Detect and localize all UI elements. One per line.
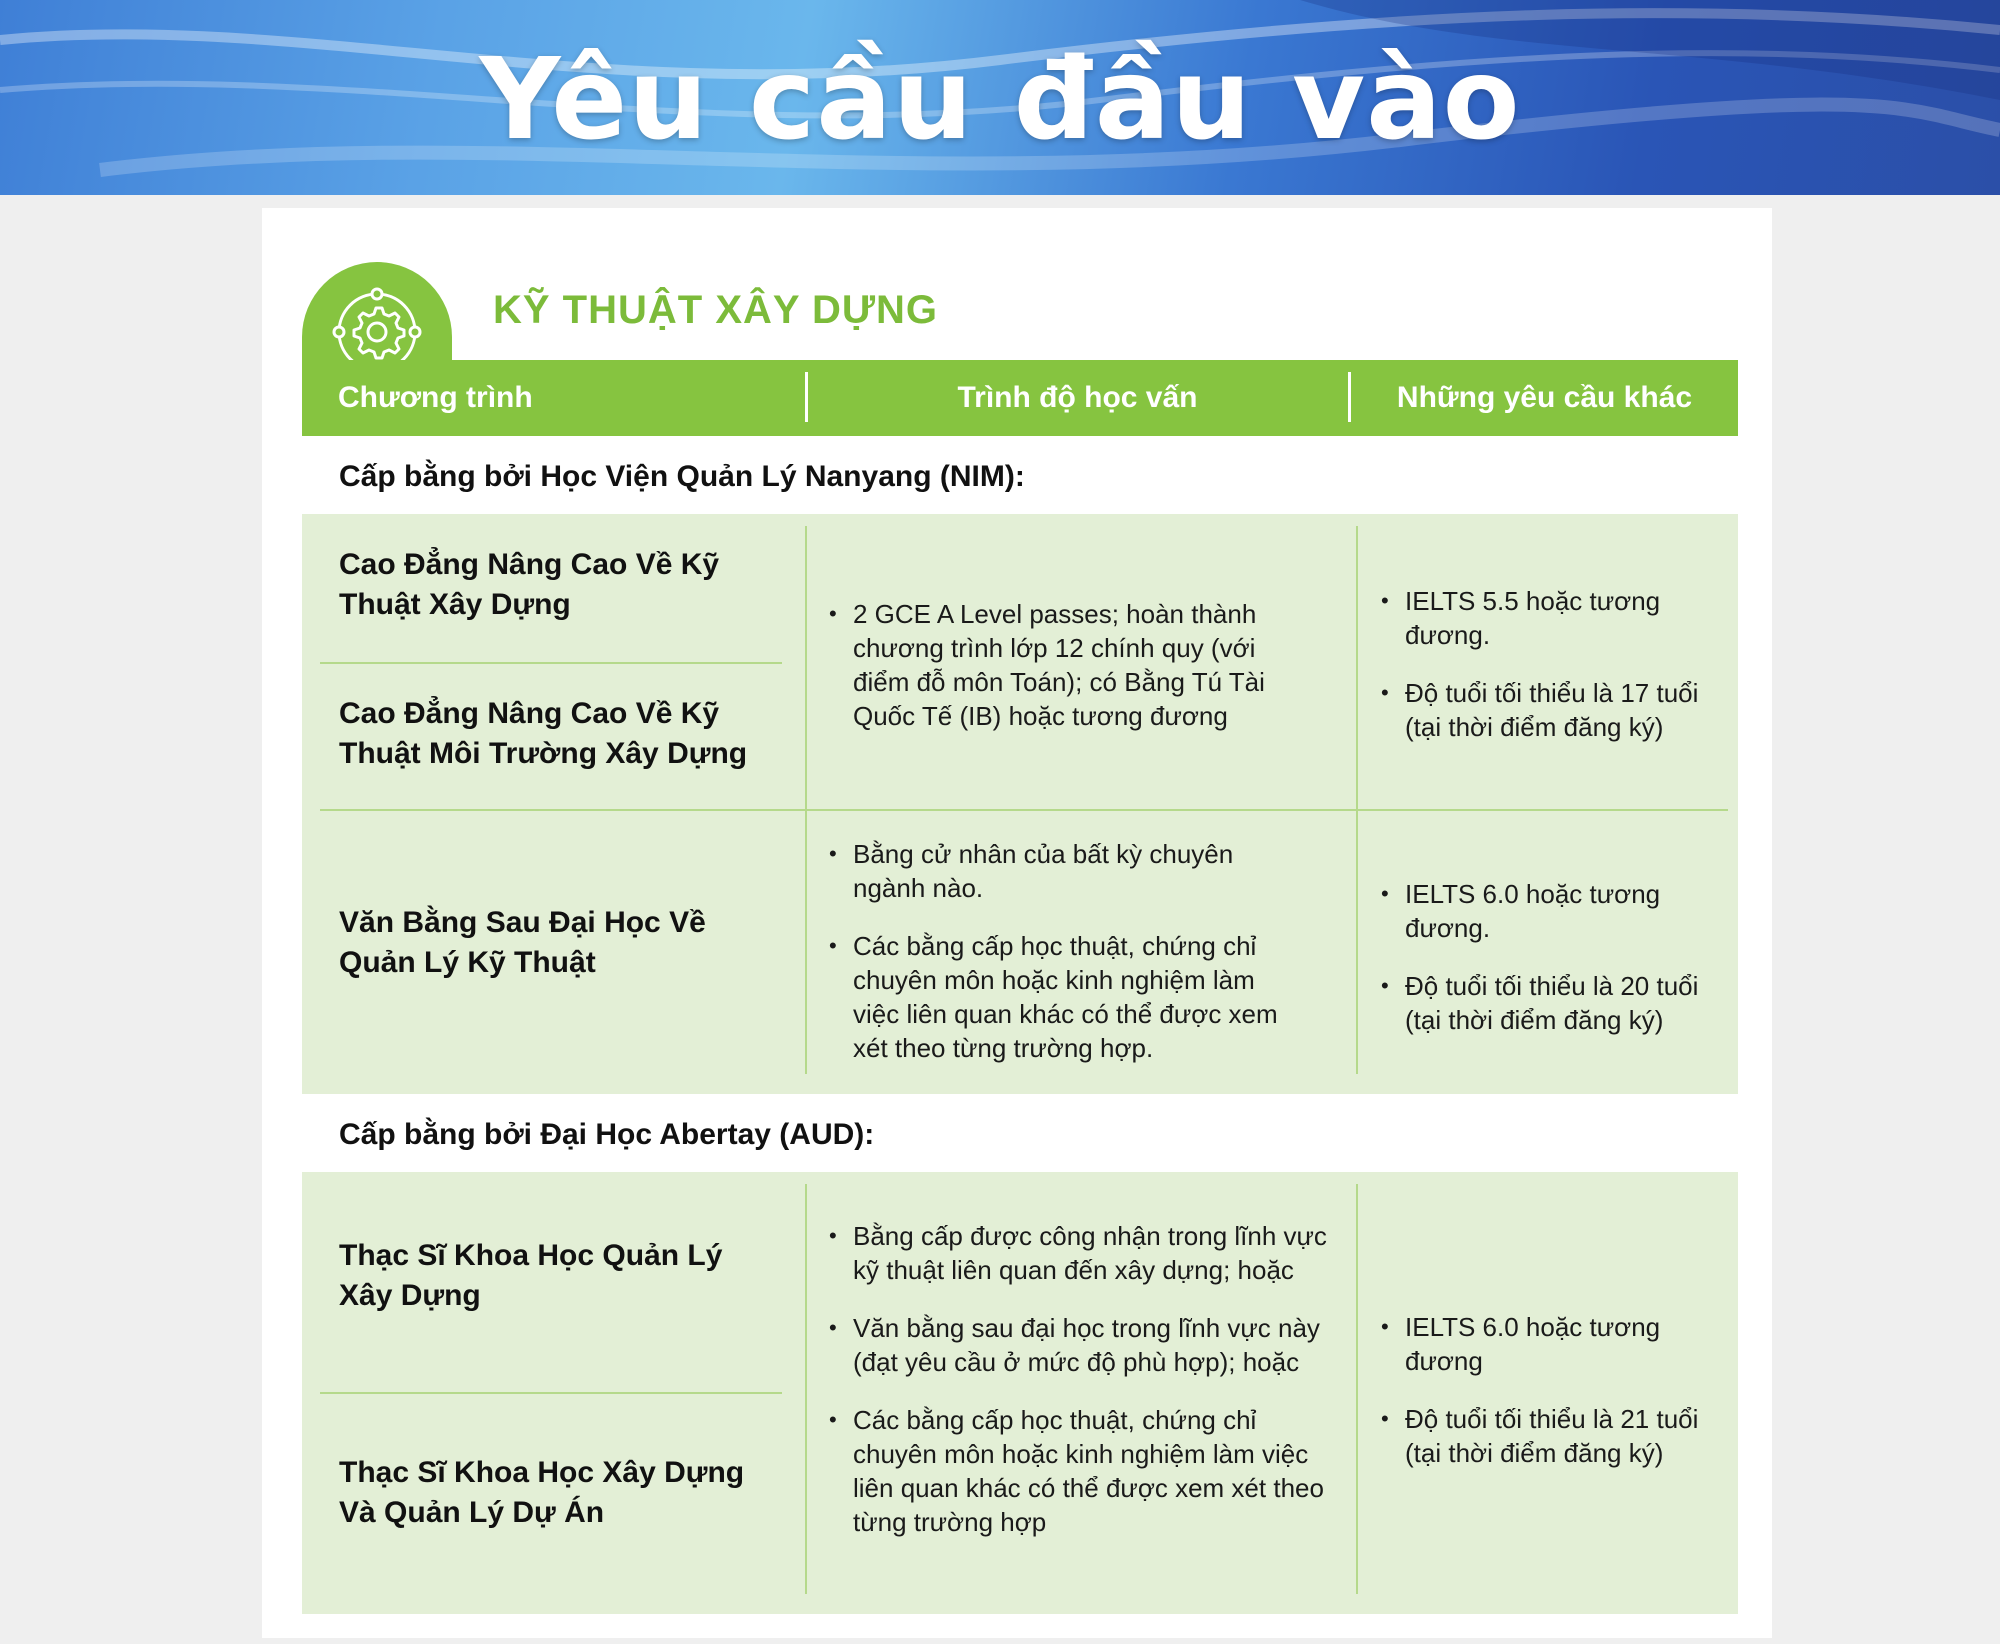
page-title: Yêu cầu đầu vào (479, 35, 1521, 165)
column-divider (805, 526, 807, 1074)
table-header (302, 360, 1738, 436)
requirement-item: • Văn bằng sau đại học trong lĩnh vực này (đạt yêu cầu ở mức độ phù hợp); hoặc (829, 1311, 1331, 1379)
group-label-nim: Cấp bằng bởi Học Viện Quản Lý Nanyang (NIM): (339, 460, 1025, 493)
column-divider (1356, 1184, 1358, 1594)
requirement-item: • IELTS 6.0 hoặc tương đương. (1381, 877, 1711, 945)
requirement-item: • IELTS 6.0 hoặc tương đương (1381, 1310, 1711, 1378)
requirement-item: • 2 GCE A Level passes; hoàn thành chương trình lớp 12 chính quy (với điểm đỗ môn Toán); có Bằng Tú Tài Quốc Tế (IB) hoặc tương đương (829, 597, 1299, 733)
education-requirements (829, 837, 1299, 1065)
program-name: Văn Bằng Sau Đại Học Về Quản Lý Kỹ Thuật (339, 906, 706, 979)
group-label-aud: Cấp bằng bởi Đại Học Abertay (AUD): (339, 1118, 875, 1151)
row-divider (320, 1392, 782, 1394)
program-name: Thạc Sĩ Khoa Học Xây Dựng Và Quản Lý Dự Án (339, 1456, 745, 1529)
education-requirements (829, 1219, 1331, 1539)
requirement-item: • Các bằng cấp học thuật, chứng chỉ chuyên môn hoặc kinh nghiệm làm việc liên quan khác có thể được xem xét theo từng trường hợp. (829, 929, 1299, 1065)
row-divider (320, 662, 782, 664)
column-header-education: Trình độ học vấn (957, 381, 1198, 414)
section-title: KỸ THUẬT XÂY DỰNG (493, 288, 939, 332)
program-name: Cao Đẳng Nâng Cao Về Kỹ Thuật Xây Dựng (339, 548, 720, 621)
header-banner (0, 0, 2000, 195)
requirement-item: • IELTS 5.5 hoặc tương đương. (1381, 584, 1711, 652)
other-requirements (1381, 877, 1711, 1037)
requirement-item: • Bằng cử nhân của bất kỳ chuyên ngành nào. (829, 837, 1299, 905)
row-divider (320, 809, 1728, 811)
requirement-item: • Độ tuổi tối thiểu là 17 tuổi (tại thời điểm đăng ký) (1381, 676, 1711, 744)
program-name: Thạc Sĩ Khoa Học Quản Lý Xây Dựng (339, 1239, 723, 1312)
other-requirements (1381, 584, 1711, 744)
requirement-item: • Độ tuổi tối thiểu là 20 tuổi (tại thời điểm đăng ký) (1381, 969, 1711, 1037)
program-name: Cao Đẳng Nâng Cao Về Kỹ Thuật Môi Trường Xây Dựng (339, 697, 748, 770)
requirement-item: • Bằng cấp được công nhận trong lĩnh vực kỹ thuật liên quan đến xây dựng; hoặc (829, 1219, 1331, 1287)
requirement-item: • Độ tuổi tối thiểu là 21 tuổi (tại thời điểm đăng ký) (1381, 1402, 1711, 1470)
column-header-other: Những yêu cầu khác (1396, 381, 1693, 414)
column-header-program: Chương trình (338, 381, 533, 414)
other-requirements (1381, 1310, 1711, 1470)
column-divider (1356, 526, 1358, 1074)
column-divider (805, 1184, 807, 1594)
requirement-item: • Các bằng cấp học thuật, chứng chỉ chuyên môn hoặc kinh nghiệm làm việc liên quan khác có thể được xem xét theo từng trường hợp (829, 1403, 1331, 1539)
education-requirements (829, 597, 1299, 733)
